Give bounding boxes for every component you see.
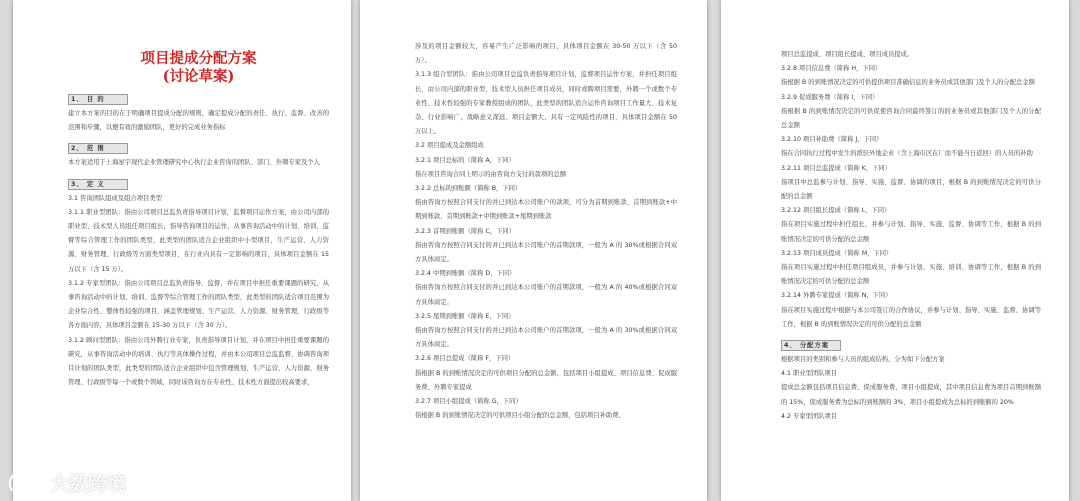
paragraph: 3.1.3 组合型团队：指由公司项目总监负责指导项目计划，监督项目运作方案，并担任项目组长，由公司内部的职业型、技术型人员担任项目成员，同时或聘项目需要，外聘一个或数个专业性、技术性较强的专家教授组成的团队，此类型的团队适合运作咨询项目工作量大、技术复杂、行业影响广，战略意义深远、项目金额大、具有一定风险性的项目，具体项目金额在 50 万以上。	[415, 71, 677, 136]
paragraph: 3.2.5 尾期到账额（简称 E，下同）	[415, 312, 515, 320]
paragraph: 3.2 项目提成及金额组成	[415, 142, 484, 150]
watermark-text: 大数跨境	[50, 472, 127, 495]
section-heading-purpose: 1、 目 的	[68, 94, 128, 105]
paragraph: 3.2.4 中期到账额（简称 D，下同）	[415, 270, 516, 278]
paragraph: 指由咨询方按照合同支付的并已到达本公司账户的首期款项，一般为 A 的 40%或根据合同双方具体商定。	[415, 284, 677, 306]
section-heading-scope: 2、 范 围	[68, 143, 128, 154]
paragraph: 指在项目实施过程中担任项目组成员，并参与计划、实施、培训、协调等工作，根据 B 的到账情况决定的可供分配的总金额	[781, 264, 1041, 286]
paragraph: 指项目中总监参与计划、指导、实施、监督、协调的项目，根据 B 的到账情况决定的可供分配的总金额	[781, 178, 1041, 201]
paragraph: 3.2.2 总标的到账额（简称 B，下同）	[415, 185, 522, 193]
paragraph: 项目总监提成、项目组长提成、项目成员提成。	[781, 51, 914, 58]
paragraph: 指由咨询方按照合同支付的并已到达本公司账户的首期款项，一般为 A 的 30%或根据合同双方具体商定。	[415, 327, 677, 349]
paragraph: 3.2.6 项目总提成（简称 F，下同）	[415, 355, 515, 363]
paragraph: 指根据 B 的到账情况决定的可供提供项目准确信息的业务员或其他部门及个人的分配总金额	[781, 79, 1035, 87]
paragraph: 指由咨询方按照合同支付的并已到达本公司账户的款项，可分为首期到账款、首期到账款+中期到账款、首期到账款+中期到账款+尾期到账款	[415, 199, 677, 221]
paragraph: 根据项目的类别和参与人员的组成结构，分为如下分配方案	[781, 356, 945, 364]
brand-logo-icon	[6, 470, 46, 494]
paragraph: 3.2.14 外聘专家提成（简称 N，下同）	[781, 292, 892, 300]
paragraph: 本方案适用于上海星宇现代企业管理研究中心执行企业咨询的团队、部门、外聘专家及个人	[68, 159, 320, 167]
paragraph: 指根据 B 的到账情况决定的可供促使咨询合同最终签订的的业务员或其他部门及个人的分配总金额	[781, 107, 1041, 130]
paragraph: 指由咨询方按照合同支付的并已到达本公司账户的首期款项，一般为 A 的 30%或根据合同双方具体商定。	[415, 241, 677, 264]
paragraph: 3.2.3 首期到账额（简称 C，下同）	[415, 227, 515, 235]
document-page-1	[13, 0, 351, 501]
paragraph: 指在合同执行过程中发生的派驻外地企业（含上海市区在厂而不能当日返回）的人员的补助	[781, 150, 1033, 158]
paragraph: 4.2 专家型团队项目	[781, 412, 838, 420]
paragraph: 3.1 咨询团队组成及组合项目类型	[68, 194, 162, 202]
paragraph: 3.2.8 项目信息费（简称 H，下同）	[781, 65, 882, 73]
paragraph: 3.2.7 项目小组提成（简称 G，下同）	[415, 398, 522, 406]
paragraph: 3.1.2 专家型团队：指由公司项目总监负责指导、监督，并在项目中担任重要课题的研究，从事咨询活动中的计划、培训、监督等综合管理工作的团队类型，此类型的团队适合项目范围为企业综合性、整体性较强的项目，涵盖管理规划、生产运营、人力资源、财务管理、行政级等各方面内容，具体项目金额在 15-30 万以下（含 30 万）。	[68, 279, 329, 330]
paragraph: 3.2.10 项目补助费（简称 J，下同）	[781, 136, 883, 144]
paragraph: 指根据 B 的到账情况决定的可供项目分配的总金额，包括项目小组提成、项目信息费、促成服务费、外聘专家提成	[415, 369, 677, 391]
document-page-3	[721, 0, 1069, 501]
paragraph: 提成总金额包括项目信息费、促成服务费、项目小组提成，其中项目信息费为项目首期到账额的 15%，促成服务费为总标的到账额的 3%，项目小组提成为总标的到账额的 20%	[781, 384, 1041, 406]
watermark	[6, 468, 166, 496]
section-heading-allocation: 4、 分配方案	[781, 340, 841, 351]
paragraph: 指根据 B 的到账情况决定的可供项目小组分配的总金额，包括项目补助费、	[415, 412, 625, 420]
paragraph: 3.1.1 职业型团队：指由公司项目总监负责指导项目计划，监督项目运作方案，由公司内部的职业型、技术型人员组任项目组长，指导咨询项目的运作，从事咨询活动中的计划、培训、监督等综合管理工作的团队类型，此类型的团队适合企业组织中小型项目，生产运营、人力资源、财务管理、行政级等方面类型项目，在行业内具有一定影响的项目，具体项目金额在 15 万以下（含 15 万）。	[68, 208, 329, 273]
section-heading-definition: 3、 定 义	[68, 179, 128, 190]
document-page-2	[360, 0, 707, 501]
paragraph: 指在项目咨询合同上明示的由咨询方支付的款项的总额	[415, 170, 567, 178]
paragraph: 4.1 职业型团队项目	[781, 370, 838, 378]
paragraph: 3.2.12 项目组长提成（简称 L，下同）	[781, 207, 891, 215]
paragraph: 3.2.13 项目成员提成（简称 M，下同）	[781, 249, 893, 257]
paragraph: 涉及的项目金额较大，容易产生广泛影响的项目，具体项目金额在 30-50 万以下（含 50 万）。	[415, 43, 677, 65]
paragraph: 3.2.9 促成服务费（简称 I，下同）	[781, 93, 879, 101]
paragraph: 指在项目实施过程中担任组长，并参与计划、指导、实施、监督、协调等工作，根据 B 的到账情况决定的可供分配的总金额	[781, 221, 1041, 243]
paragraph: 3.2.11 项目总监提成（简称 K，下同）	[781, 164, 892, 172]
paragraph: 指在项目实施过程中根据与本公司签订的合作协议，并参与计划、指导、实施、监督、协调等工作，根据 B 的到账情况决定的可供分配的总金额	[781, 306, 1041, 328]
paragraph: 3.1.2 顾问型团队：指由公司外聘行业专家，负责指导项目计划，并在项目中担任重要课题的研究，从事咨询活动中的培训、执行等具体操作过程，并由本公司项目总监监督、协调咨询项目计划的团队类型，此类型的团队适合企业组织中包含管理规划、生产运营、人力资源、财务管理、行政级等每一个或数个领域，同时该咨询方在专业性、技术性方面提出较高要求，	[68, 336, 329, 387]
document-title: 项目提成分配方案	[140, 50, 257, 67]
document-subtitle: (讨论草案)	[162, 68, 235, 85]
paragraph: 3.2.1 项目总标的（简称 A，下同）	[415, 156, 515, 164]
paragraph: 建立本方案的目的在于明确项目提成分配的规则，确定提成分配的责任、执行、监督、改善的范围和步骤，以便有效的激励团队，更好的完成业务指标	[68, 110, 329, 132]
